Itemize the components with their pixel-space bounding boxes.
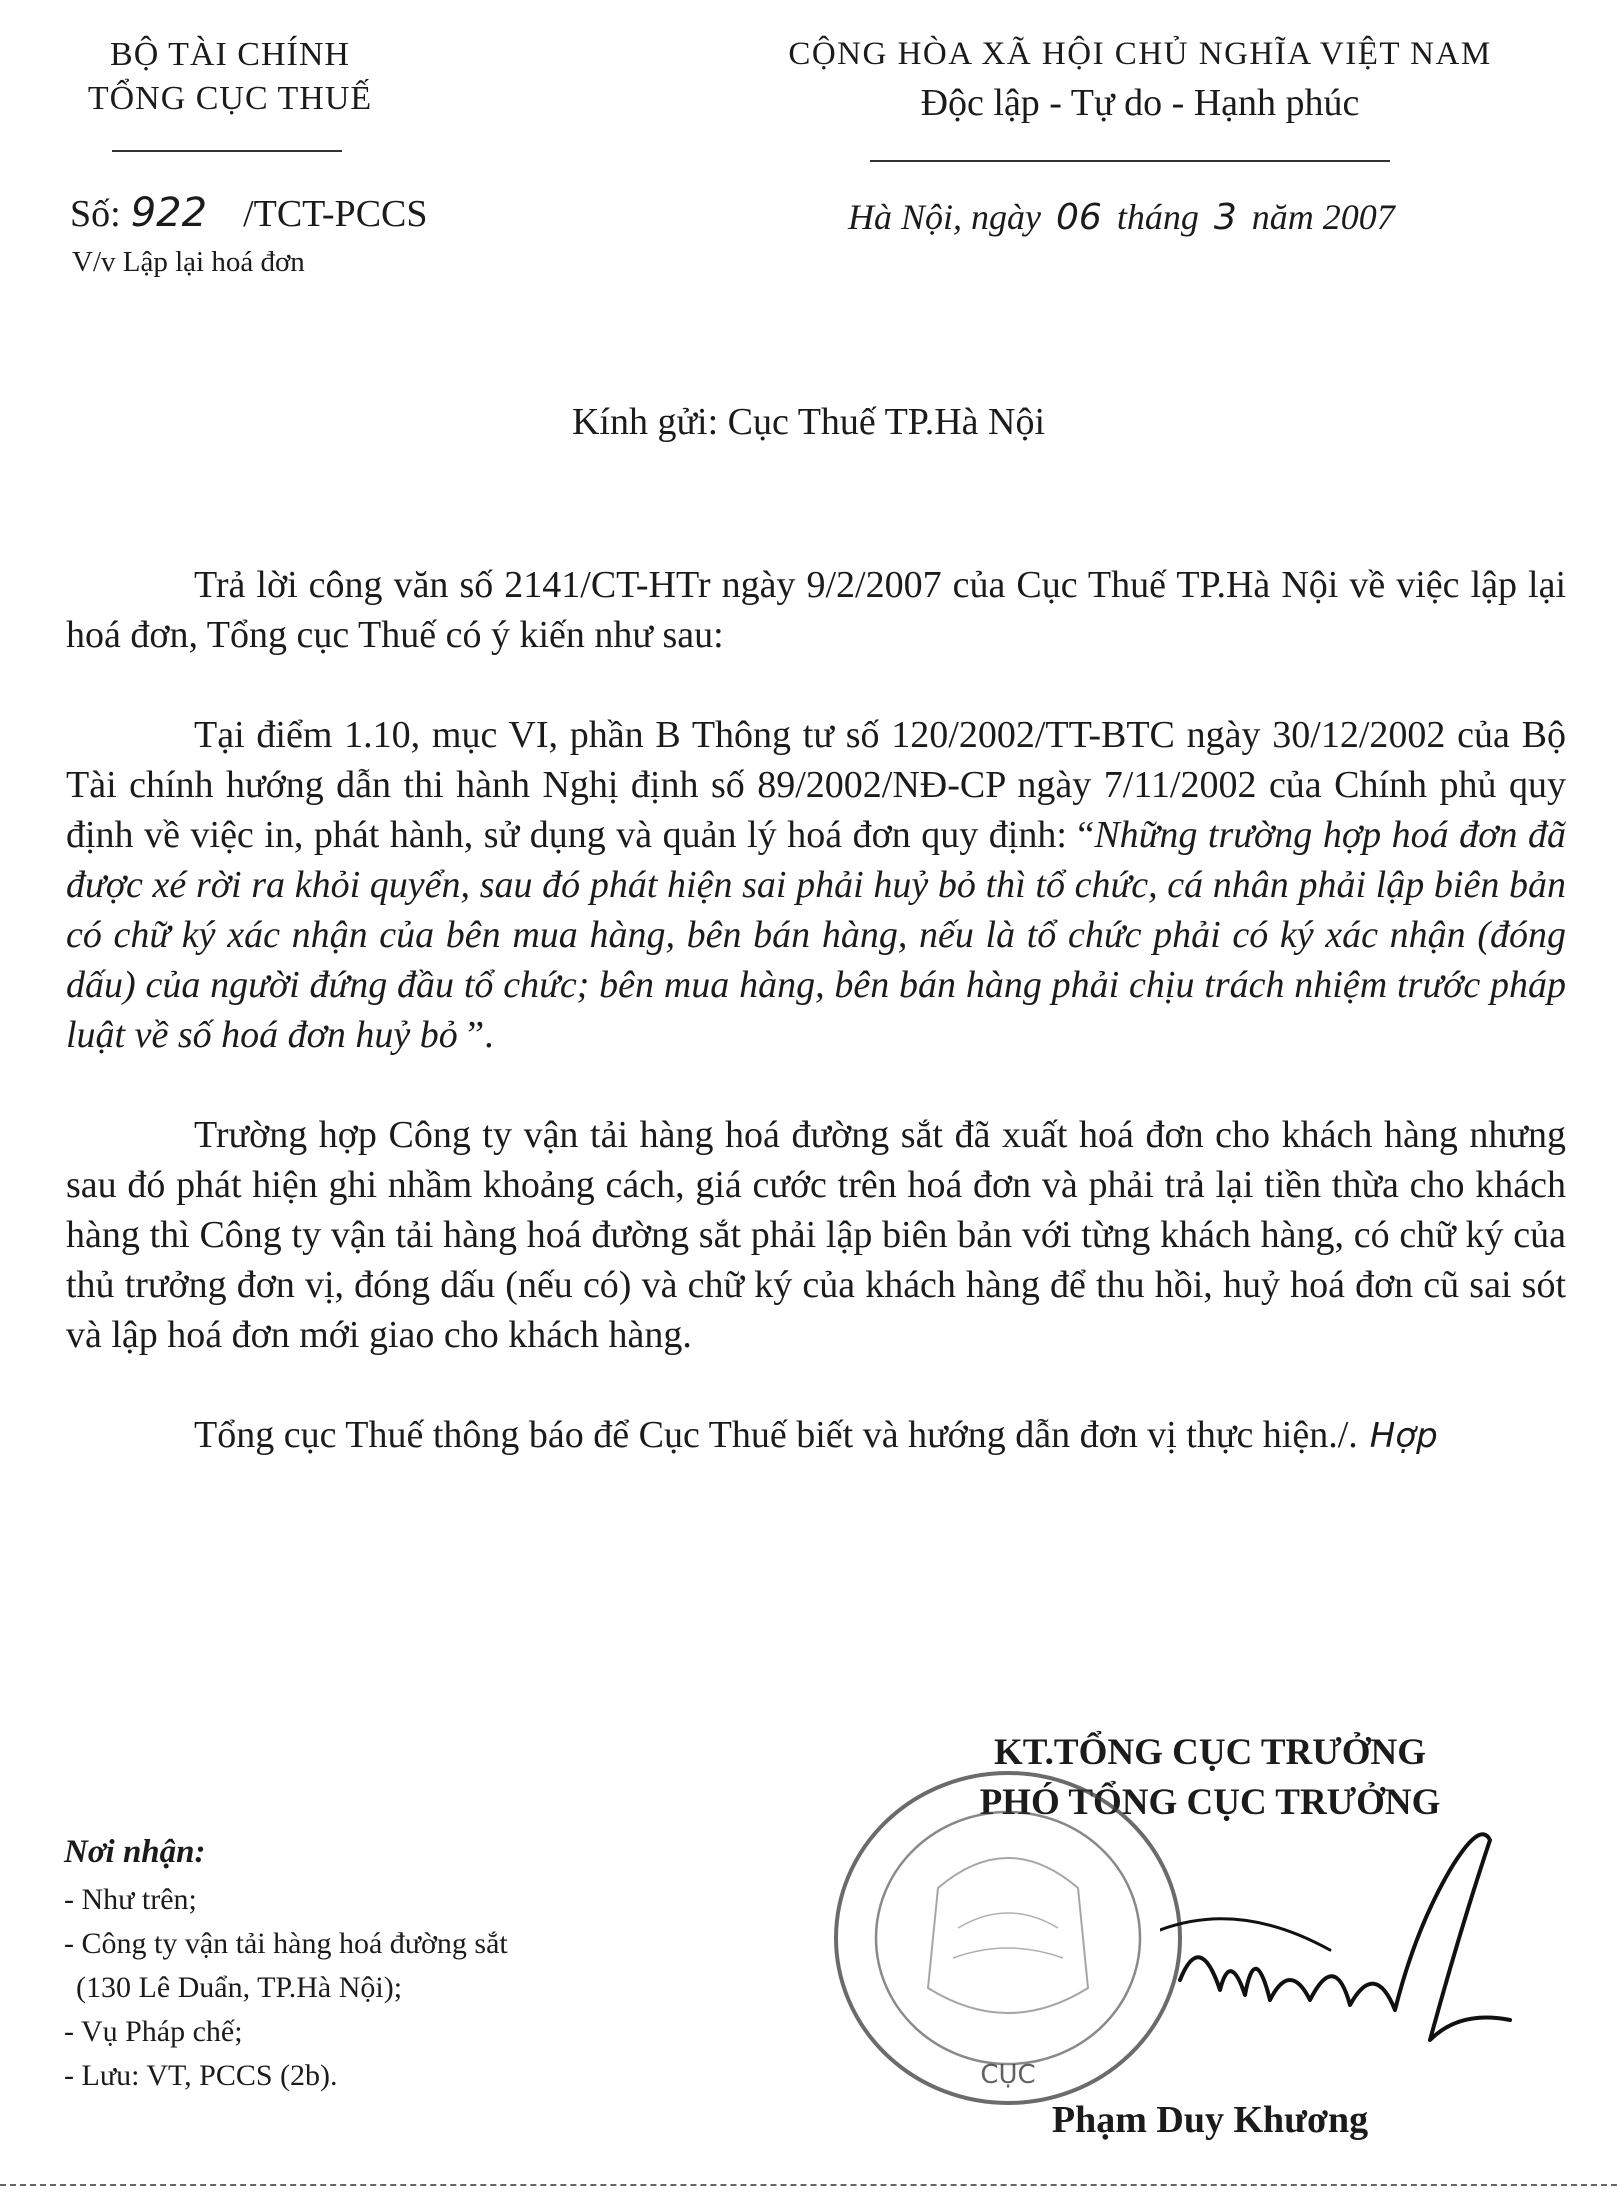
so-label: Số: [70, 193, 121, 235]
so-number: 922 [130, 190, 208, 236]
date-day: 06 [1056, 197, 1102, 238]
recipient-item: (130 Lê Duẩn, TP.Hà Nội); [76, 1971, 403, 2004]
date-year: năm 2007 [1251, 197, 1395, 237]
ministry-name: BỘ TÀI CHÍNH [110, 36, 350, 73]
national-title: CỘNG HÒA XÃ HỘI CHỦ NGHĨA VIỆT NAM [788, 36, 1492, 72]
paragraph-2-intro: Tại điểm 1.10, mục VI, phần B Thông tư số 120/2002/TT-BTC ngày 30/12/2002 của Bộ Tài chính hướng dẫn thi hành Nghị định số 89/2002/NĐ-CP ngày 7/11/2002 của Chính phủ quy định về việc in, phát hành, sử dụng và quản lý hoá đơn quy định: “ [66, 714, 1566, 856]
paragraph-2 [66, 710, 1566, 1060]
so-suffix: /TCT-PCCS [243, 193, 428, 235]
national-motto: Độc lập - Tự do - Hạnh phúc [920, 82, 1360, 124]
date-month-label: tháng [1116, 197, 1199, 237]
date-month: 3 [1213, 197, 1237, 238]
recipient-item: - Công ty vận tải hàng hoá đường sắt [64, 1927, 508, 1960]
signer-name: Phạm Duy Khương [1051, 2099, 1369, 2141]
document-date [848, 196, 1395, 238]
recipient-item: - Như trên; [64, 1883, 197, 1916]
recipients-list [64, 1830, 684, 2098]
document-subject: V/v Lập lại hoá đơn [72, 246, 305, 278]
letter-body [66, 560, 1566, 1511]
document-number [70, 190, 428, 236]
official-seal-stamp [818, 1758, 1198, 2118]
department-name: TỔNG CỤC THUẾ [87, 80, 373, 117]
addressee: Kính gửi: Cục Thuế TP.Hà Nội [571, 401, 1046, 443]
motto-underline [870, 160, 1390, 162]
date-prefix: Hà Nội, ngày [848, 197, 1041, 237]
signature-title-line1: KT.TỔNG CỤC TRƯỞNG [993, 1732, 1427, 1773]
paragraph-1: Trả lời công văn số 2141/CT-HTr ngày 9/2/2007 của Cục Thuế TP.Hà Nội về việc lập lại hoá đơn, Tổng cục Thuế có ý kiến như sau: [66, 564, 1566, 656]
recipients-heading: Nơi nhận: [64, 1834, 206, 1870]
paragraph-3: Trường hợp Công ty vận tải hàng hoá đường sắt đã xuất hoá đơn cho khách hàng nhưng sau đó phát hiện ghi nhầm khoảng cách, giá cước trên hoá đơn và phải trả lại tiền thừa cho khách hàng thì Công ty vận tải hàng hoá đường sắt phải lập biên bản với từng khách hàng, có chữ ký của thủ trưởng đơn vị, đóng dấu (nếu có) và chữ ký của khách hàng để thu hồi, huỷ hoá đơn cũ sai sót và lập hoá đơn mới giao cho khách hàng. [66, 1114, 1566, 1356]
handwritten-note: Hợp [1369, 1416, 1438, 1456]
stamp-text: CỤC [980, 2060, 1036, 2090]
recipient-item: - Vụ Pháp chế; [64, 2015, 243, 2048]
national-header [720, 36, 1560, 125]
paragraph-4 [66, 1410, 1566, 1461]
signature-title-line2: PHÓ TỔNG CỤC TRƯỞNG [979, 1782, 1441, 1823]
quoted-regulation: Những trường hợp hoá đơn đã được xé rời ra khỏi quyển, sau đó phát hiện sai phải huỷ bỏ thì tổ chức, cá nhân phải lập biên bản có chữ ký xác nhận của bên mua hàng, bên bán hàng, nếu là tổ chức phải có ký xác nhận (đóng dấu) của người đứng đầu tổ chức; bên mua hàng, bên bán hàng phải chịu trách nhiệm trước pháp luật về số hoá đơn huỷ bỏ [66, 814, 1567, 1056]
agency-underline [112, 150, 342, 152]
issuing-agency [60, 36, 400, 118]
paragraph-2-end: ”. [457, 1014, 494, 1056]
scan-bottom-edge [0, 2184, 1617, 2186]
recipient-item: - Lưu: VT, PCCS (2b). [64, 2059, 338, 2092]
handwritten-signature [1160, 1810, 1520, 2080]
paragraph-4-text: Tổng cục Thuế thông báo để Cục Thuế biết và hướng dẫn đơn vị thực hiện./. [194, 1414, 1358, 1456]
